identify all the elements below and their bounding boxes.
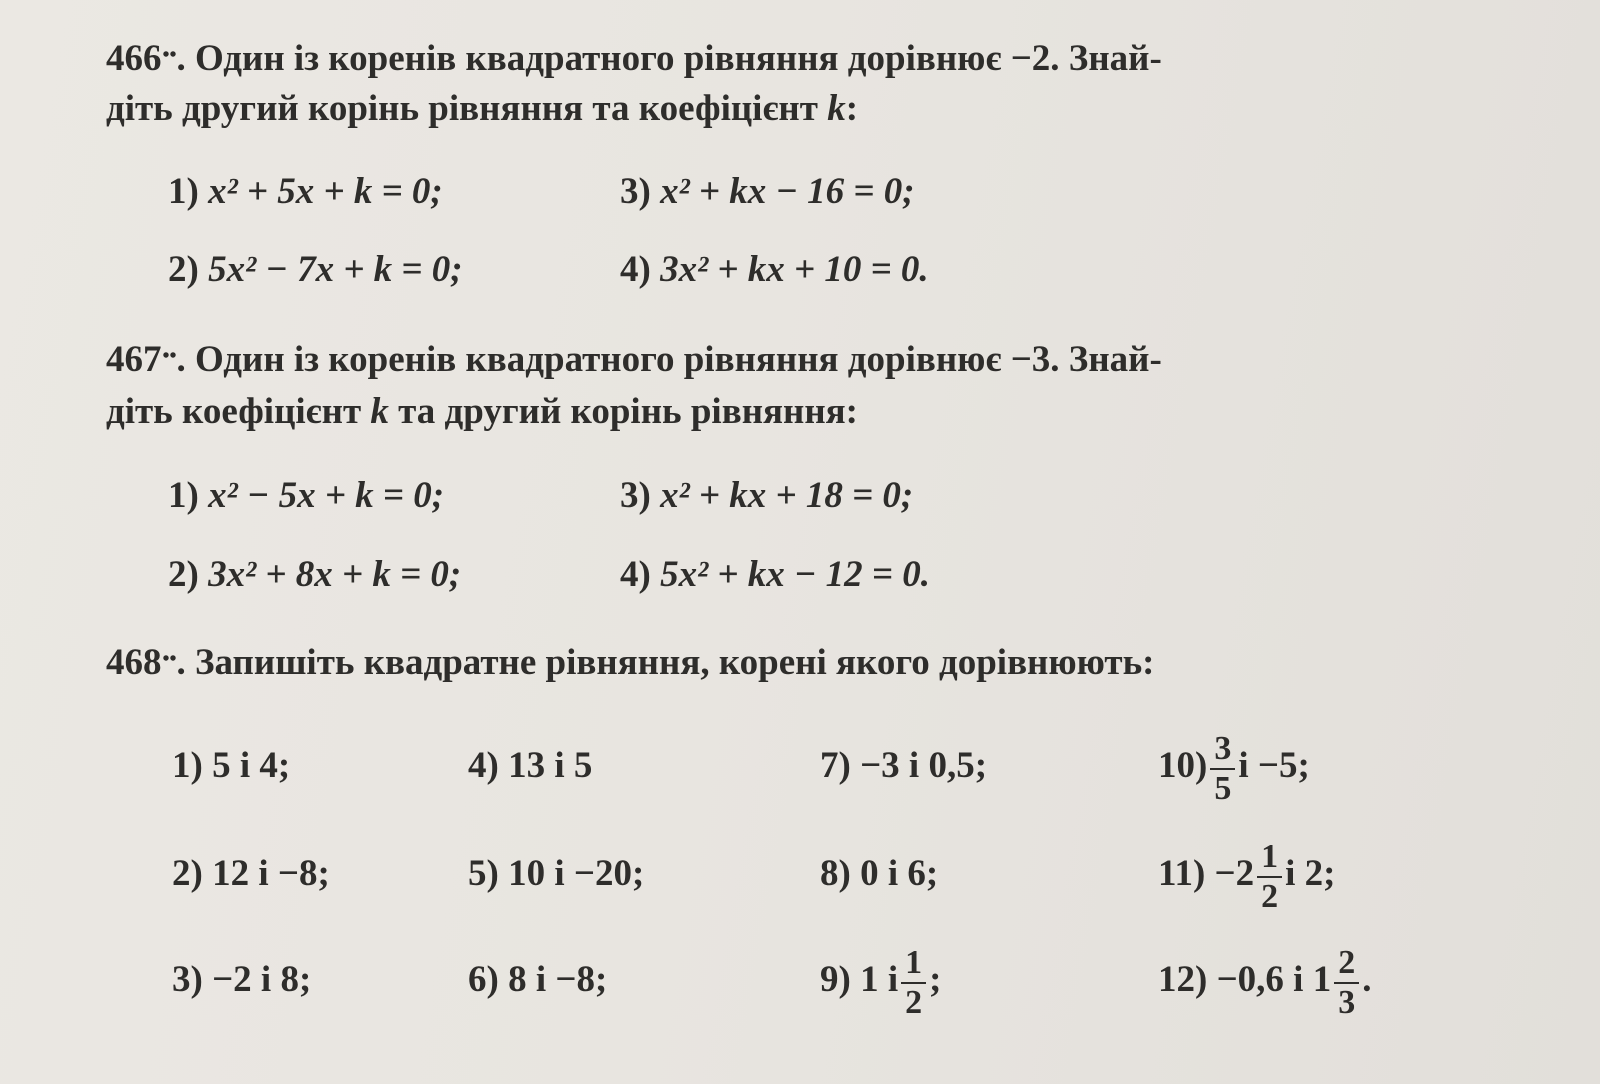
problem-number: 468•• <box>106 642 177 683</box>
equation-item: 3) x² + kx + 18 = 0; <box>620 475 914 516</box>
equation-item: 3) x² + kx − 16 = 0; <box>620 171 915 212</box>
fraction: $\frac{3}{5}$ <box>1210 730 1235 808</box>
equation-item: 2) 3x² + 8x + k = 0; <box>168 554 462 595</box>
fraction: $\frac{2}{3}$ <box>1334 944 1359 1022</box>
roots-item: 2) 12 і −8; <box>172 853 330 894</box>
equation-item: 4) 3x² + kx + 10 = 0. <box>620 249 929 290</box>
roots-item: 12) −0,6 і 1 $\frac{2}{3}$ . <box>1158 943 1372 1021</box>
equation-item: 4) 5x² + kx − 12 = 0. <box>620 554 931 595</box>
roots-item: 8) 0 і 6; <box>820 853 939 894</box>
roots-item: 10) $\frac{3}{5}$ і −5; <box>1158 729 1310 807</box>
problem-number: 466•• <box>106 38 177 79</box>
roots-item: 3) −2 і 8; <box>172 959 312 1000</box>
problem-466-line2: діть другий корінь рівняння та коефіцієнт k: <box>106 88 859 129</box>
roots-item: 11) −2 $\frac{1}{2}$ і 2; <box>1158 837 1336 915</box>
problem-467-line2: діть коефіцієнт k та другий корінь рівняння: <box>106 391 859 432</box>
problem-466-line1: 466••. Один із коренів квадратного рівняння дорівнює −2. Знай- <box>106 38 1162 79</box>
fraction: $\frac{1}{2}$ <box>901 944 926 1022</box>
roots-item: 9) 1 і $\frac{1}{2}$ ; <box>820 943 942 1021</box>
roots-item: 1) 5 і 4; <box>172 745 291 786</box>
fraction: $\frac{1}{2}$ <box>1257 838 1282 916</box>
problem-467-line1: 467••. Один із коренів квадратного рівняння дорівнює −3. Знай- <box>106 339 1162 380</box>
roots-item: 6) 8 і −8; <box>468 959 608 1000</box>
problem-number: 467•• <box>106 339 177 380</box>
problem-468-line1: 468••. Запишіть квадратне рівняння, корені якого дорівнюють: <box>106 642 1155 683</box>
roots-item: 5) 10 і −20; <box>468 853 645 894</box>
equation-item: 1) x² − 5x + k = 0; <box>168 475 445 516</box>
roots-item: 4) 13 і 5 <box>468 745 593 786</box>
equation-item: 2) 5x² − 7x + k = 0; <box>168 249 463 290</box>
roots-item: 7) −3 і 0,5; <box>820 745 988 786</box>
equation-item: 1) x² + 5x + k = 0; <box>168 171 443 212</box>
